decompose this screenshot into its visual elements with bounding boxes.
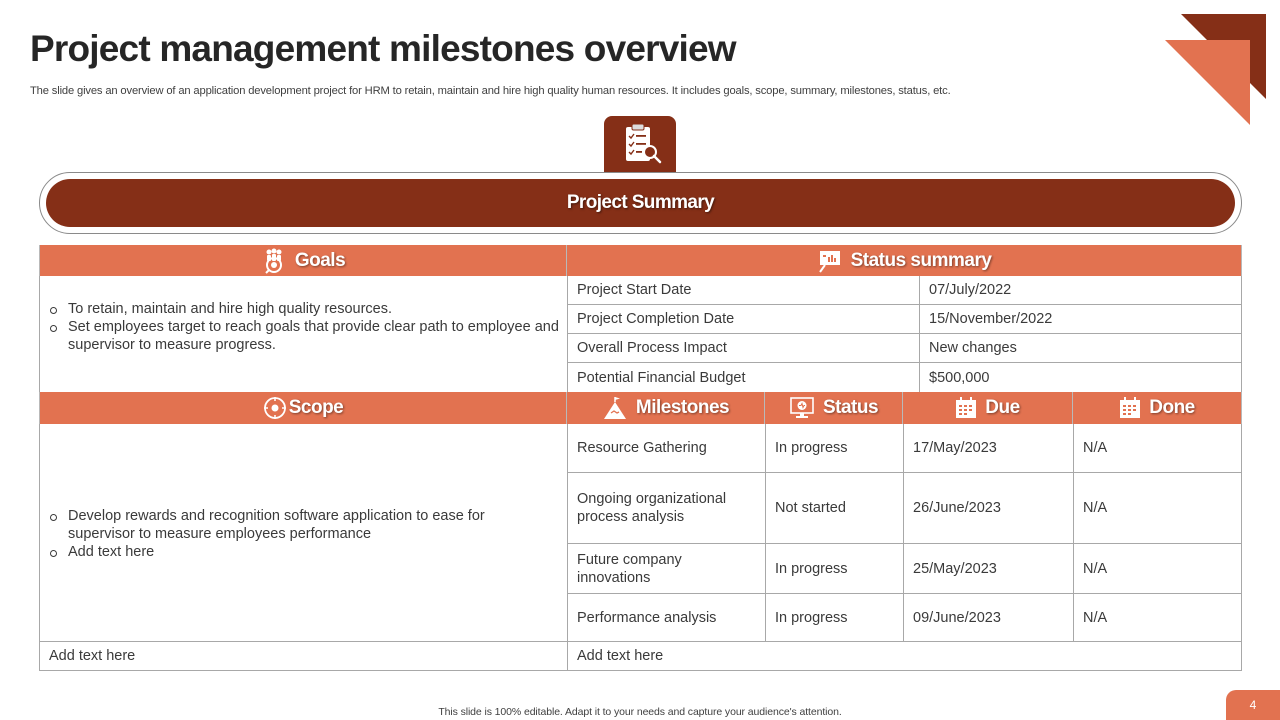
status-value-financial-budget: $500,000: [919, 363, 1242, 392]
milestones-footer-text: Add text here: [567, 642, 1242, 671]
calendar-icon: [955, 397, 977, 419]
clipboard-search-icon: [604, 116, 676, 172]
calendar-check-icon: [1119, 397, 1141, 419]
milestone-due: 26/June/2023: [903, 473, 1073, 544]
mountain-flag-icon: [602, 396, 628, 420]
status-label-start-date: Project Start Date: [567, 276, 919, 305]
status-header: [765, 392, 903, 424]
done-header-label: Done: [1149, 397, 1195, 418]
scope-list: [40, 507, 567, 561]
target-icon: [263, 396, 287, 420]
slide-subtitle: The slide gives an overview of an application development project for HRM to retain, maintain and hire high quality human resources. It includes goals, scope, summary, milestones, status, etc.: [30, 85, 951, 97]
goals-header: [39, 245, 567, 276]
status-label-process-impact: Overall Process Impact: [567, 334, 919, 363]
goals-item: To retain, maintain and hire high quality resources.: [40, 300, 567, 318]
due-header-label: Due: [985, 397, 1020, 418]
milestone-done: N/A: [1073, 473, 1242, 544]
corner-triangle-light: [1165, 40, 1250, 125]
goals-body: [39, 276, 567, 392]
milestone-status: In progress: [765, 594, 903, 642]
milestone-name: Performance analysis: [567, 594, 765, 642]
milestone-status: Not started: [765, 473, 903, 544]
milestone-due: 09/June/2023: [903, 594, 1073, 642]
scope-item: Develop rewards and recognition software application to ease for supervisor to measure employees performance: [40, 507, 507, 543]
scope-footer-text: Add text here: [39, 642, 567, 671]
milestones-header-label: Milestones: [635, 397, 730, 418]
status-label-financial-budget: Potential Financial Budget: [567, 363, 919, 392]
status-label-completion-date: Project Completion Date: [567, 305, 919, 334]
milestone-name: Ongoing organizational process analysis: [567, 473, 765, 544]
scope-header: [39, 392, 567, 424]
presentation-board-icon: [817, 249, 843, 273]
done-header: [1073, 392, 1242, 424]
due-header: [903, 392, 1073, 424]
status-summary-header: [567, 245, 1242, 276]
milestone-due: 25/May/2023: [903, 544, 1073, 594]
footer-note: This slide is 100% editable. Adapt it to your needs and capture your audience's attention.: [438, 706, 842, 718]
milestone-status: In progress: [765, 424, 903, 473]
scope-body: [39, 424, 567, 642]
status-summary-header-label: Status summary: [850, 249, 992, 271]
status-value-start-date: 07/July/2022: [919, 276, 1242, 305]
status-value-process-impact: New changes: [919, 334, 1242, 363]
monitor-icon: [789, 396, 815, 420]
milestones-header: [567, 392, 765, 424]
milestone-due: 17/May/2023: [903, 424, 1073, 473]
project-summary-banner: [46, 179, 1235, 227]
scope-header-label: Scope: [288, 397, 344, 418]
status-header-label: Status: [822, 397, 879, 418]
page-number: 4: [1226, 690, 1280, 720]
goals-header-label: Goals: [294, 249, 346, 271]
milestone-name: Resource Gathering: [567, 424, 765, 473]
people-target-icon: [261, 248, 287, 274]
goals-item: Set employees target to reach goals that provide clear path to employee and supervisor to measure progress.: [40, 318, 567, 354]
goals-list: [40, 300, 567, 354]
milestone-done: N/A: [1073, 424, 1242, 473]
milestone-done: N/A: [1073, 544, 1242, 594]
milestone-status: In progress: [765, 544, 903, 594]
milestone-done: N/A: [1073, 594, 1242, 642]
project-summary-label: Project Summary: [566, 192, 715, 213]
status-value-completion-date: 15/November/2022: [919, 305, 1242, 334]
milestone-name: Future company innovations: [567, 544, 765, 594]
scope-item: Add text here: [40, 543, 507, 561]
slide-title: Project management milestones overview: [30, 28, 736, 69]
